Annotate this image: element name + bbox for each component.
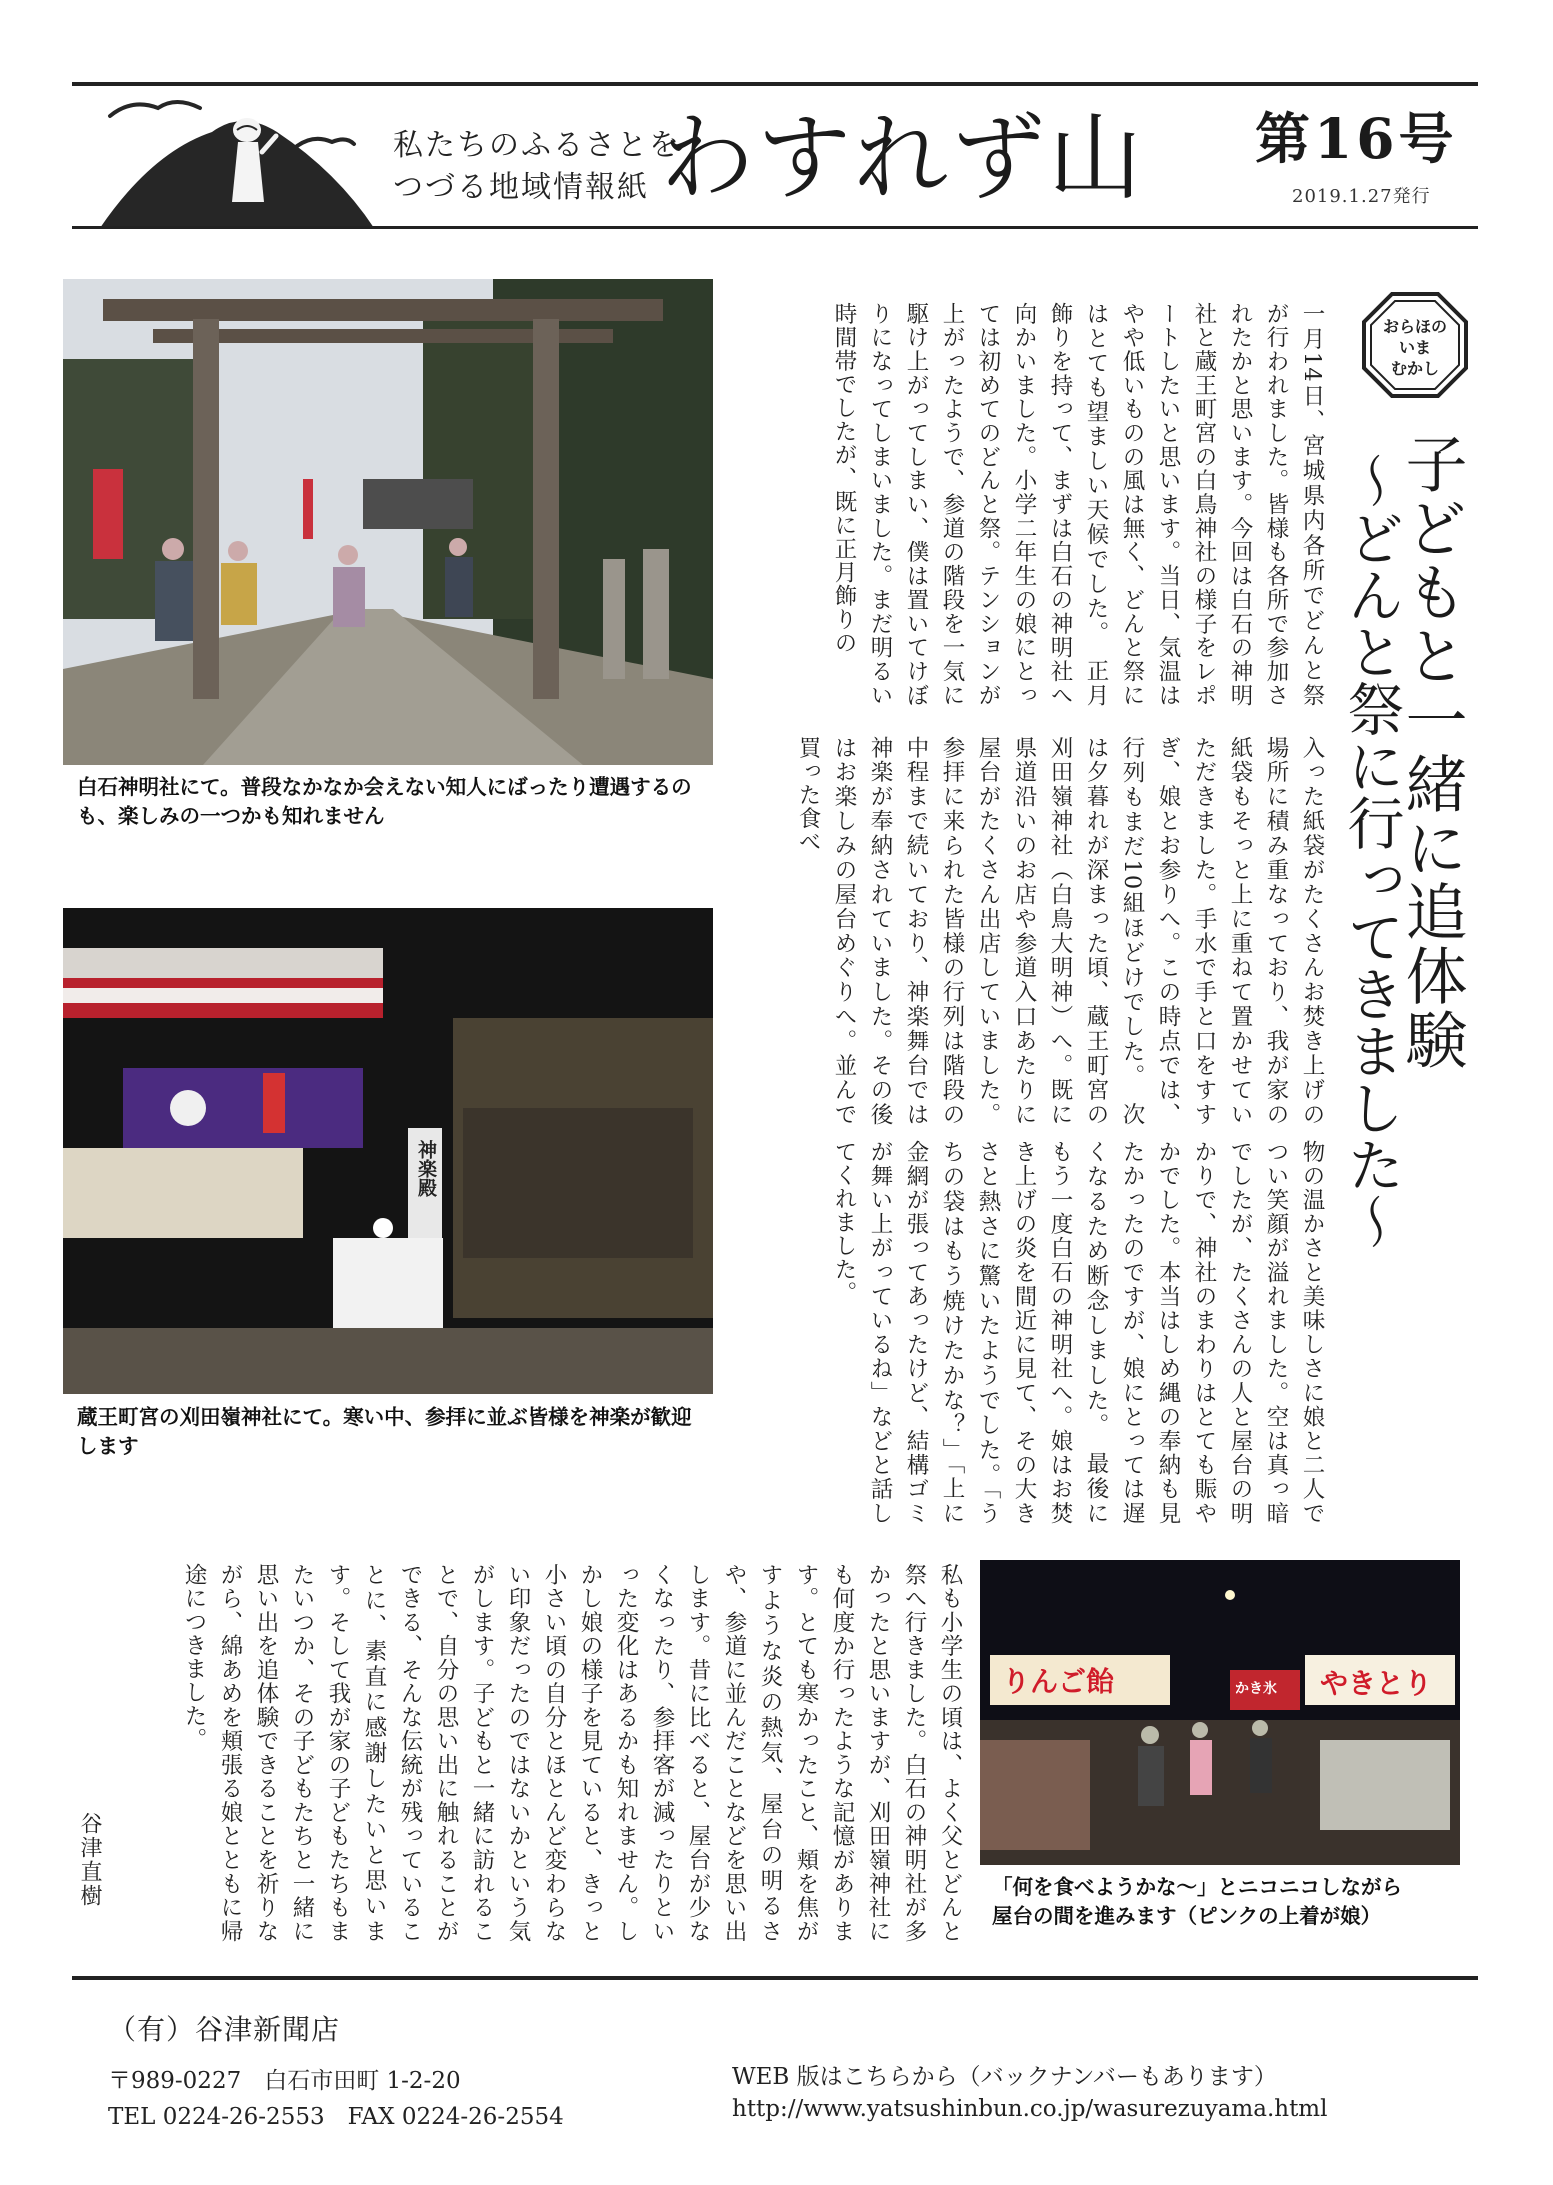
stall-sign-yakitori: やきとり [1320,1667,1433,1700]
kagura-sign: 神楽殿 [415,1140,437,1197]
top-rule [72,82,1478,86]
footer-rule [72,1976,1478,1980]
corner-badge-text: おらほの いま むかし [1382,317,1447,378]
mountain-figure-logo-icon [92,92,377,232]
tagline [393,125,681,209]
article-body-middle: 入った紙袋がたくさんお焚き上げの場所に積み重なっており、我が家の紙袋もそっと上に重ねて置かせていただきました。手水で手と口をすすぎ、娘とお参りへ。この時点では、行列もまだ10組ほどけでした。 次は夕暮れが深まった頃、蔵王町宮の刈田嶺神社（白鳥大明神）へ。既に県道沿いのお店や参道入口あたりに屋台がたくさん出店していました。参拝に来られた皆様の行列は階段の中程まで続いており、神楽舞台では神楽が奉納されていました。その後はお楽しみの屋台めぐりへ。並んで買った食べ [795,736,1325,1126]
stall-sign-apple-candy: りんご飴 [1002,1665,1115,1698]
footer-address: 〒989-0227 白石市田町 1-2-20 [108,2068,461,2094]
photo3-caption [992,1873,1462,1931]
tagline-line2: つづる地域情報紙 [393,170,649,205]
photo2-caption: 蔵王町宮の刈田嶺神社にて。寒い中、参拝に並ぶ皆様を神楽が歓迎します [77,1405,692,1458]
article-body-top: 一月14日、宮城県内各所でどんと祭が行われました。皆様も各所で参加されたかと思います。今回は白石の神明社と蔵王町宮の白鳥神社の様子をレポートしたいと思います。当日、気温はやや低いものの風は無く、どんと祭にはとても望ましい天候でした。 正月飾りを持って、まずは白石の神明社へ向かいました。小学二年生の娘にとっては初めてのどんと祭。テンションが上がったようで、参道の階段を一気に駆け上がってしまい、僕は置いてけぼりになってしまいました。まだ明るい時間帯でしたが、既に正月飾りの [831,302,1325,707]
issue-date: 2019.1.27発行 [1292,186,1431,207]
photo-food-stalls [980,1560,1460,1865]
article-body-lower: 物の温かさと美味しさに娘と二人でつい笑顔が溢れました。空は真っ暗でしたが、たくさんの人と屋台の明かりで、神社のまわりはとても賑やかでした。本当はしめ縄の奉納も見たかったのですが、娘にとっては遅くなるため断念しました。 最後にもう一度白石の神明社へ。娘はお焚き上げの炎を間近に見て、その大きさと熱さに驚いたようでした。「うちの袋はもう焼けたかな？」「上に金網が張ってあったけど、結構ゴミが舞い上がっているね」などと話してくれました。 [831,1140,1325,1525]
tagline-line1: 私たちのふるさとを [393,128,681,163]
photo1-caption: 白石神明社にて。普段なかなか会えない知人にばったり遭遇するのも、楽しみの一つかも知れません [77,775,692,828]
newspaper-title: わすれず山 [660,104,1146,213]
footer-web-link[interactable]: http://www.yatsushinbun.co.jp/wasurezuyama.html [732,2096,1328,2122]
photo-karitamine-kagura [63,908,713,1394]
footer-company: （有）谷津新聞店 [108,2013,341,2046]
photo3-caption-line1: 「何を食べようかな～」とニコニコしながら [992,1875,1402,1899]
stall-sign-shaved-ice: かき氷 [1235,1681,1277,1697]
footer-web-label: WEB 版はこちらから（バックナンバーもあります） [732,2064,1277,2090]
photo-shinmeisha-torii [63,279,713,765]
article-title-line1: 子どもと一緒に追体験 [1395,432,1468,1072]
photo3-caption-line2: 屋台の間を進みます（ピンクの上着が娘） [992,1904,1382,1928]
author-name: 谷津直樹 [77,1812,102,1908]
corner-badge [1360,290,1470,400]
article-body-bottom: 私も小学生の頃は、よく父とどんと祭へ行きました。白石の神明社が多かったと思いますが、刈田嶺神社にも何度か行ったような記憶があります。とても寒かったこと、頬を焦がすような炎の熱気、屋台の明るさや、参道に並んだことなどを思い出します。昔に比べると、屋台が少なくなったり、参拝客が減ったりといった変化はあるかも知れません。しかし娘の様子を見ていると、きっと小さい頃の自分とほとんど変わらない印象だったのではないかという気がします。子どもと一緒に訪れることで、自分の思い出に触れることができる、そんな伝統が残っていることに、素直に感謝したいと思います。そして我が家の子どもたちもまたいつか、その子どもたちと一緒に思い出を追体験できることを祈りながら、綿あめを頬張る娘とともに帰途につきました。 [181,1563,963,1943]
article-title-line2: ～どんと祭に行ってきました～ [1338,452,1404,1250]
footer-phone: TEL 0224-26-2553 FAX 0224-26-2554 [108,2104,564,2130]
masthead-rule [72,226,1478,229]
issue-number: 第16号 [1255,106,1458,171]
